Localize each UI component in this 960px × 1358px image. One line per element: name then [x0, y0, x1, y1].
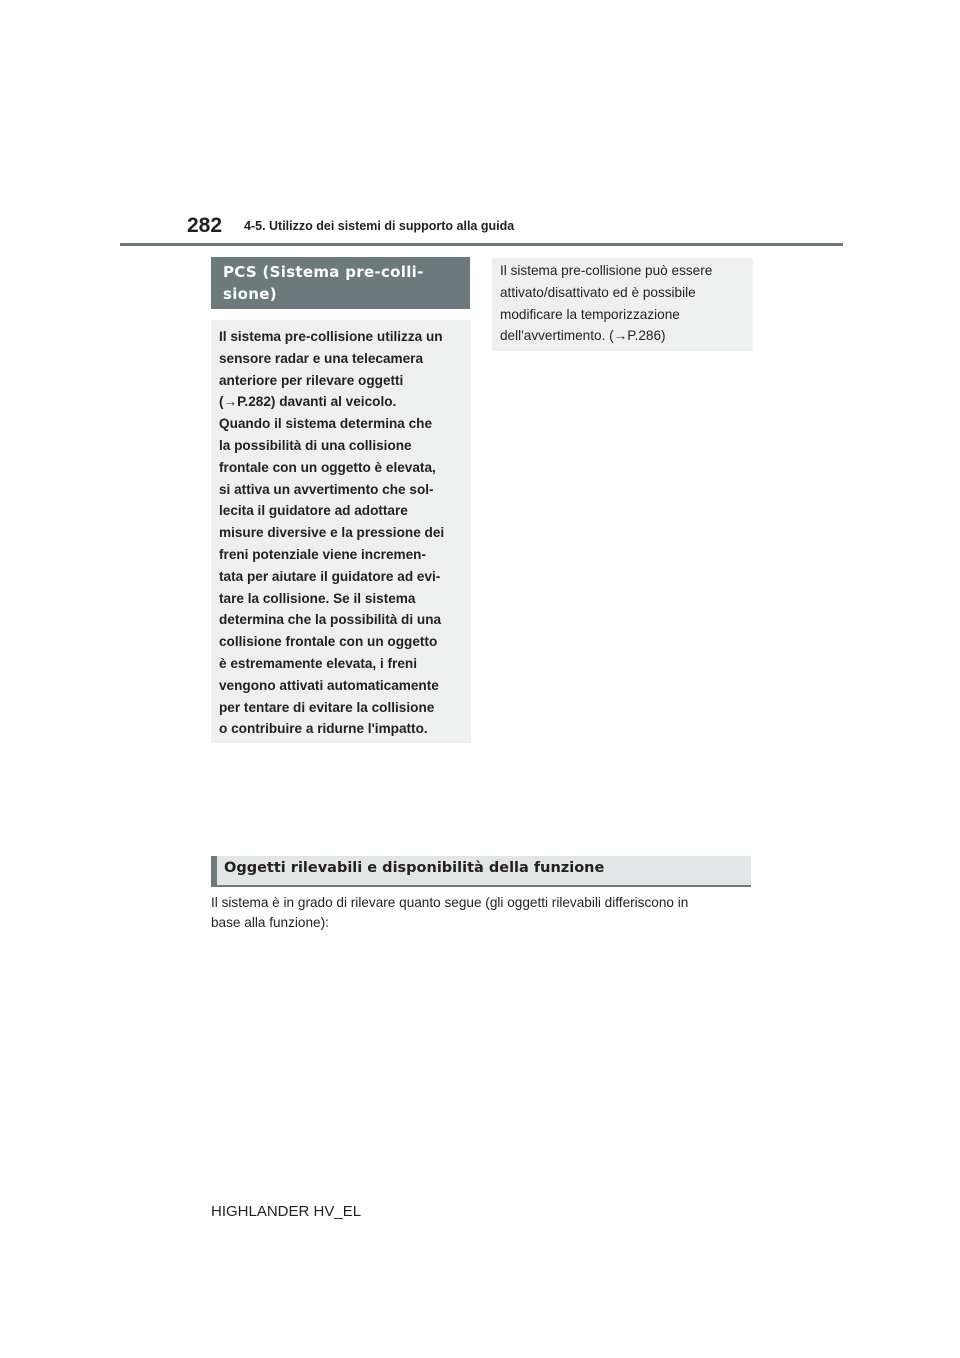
body-paragraph: [211, 893, 756, 933]
footer-model-code: HIGHLANDER HV_EL: [211, 1203, 362, 1220]
note-line: dell'avvertimento. (→P.286): [500, 328, 666, 344]
intro-line: vengono attivati automaticamente: [219, 677, 439, 693]
intro-line: anteriore per rilevare oggetti: [219, 372, 404, 388]
intro-line: Quando il sistema determina che: [219, 416, 433, 432]
body-line: Il sistema è in grado di rilevare quanto segue (gli oggetti rilevabili differiscono in: [211, 895, 689, 910]
intro-line: collisione frontale con un oggetto: [219, 634, 438, 650]
intro-box: [211, 320, 471, 743]
intro-line: tata per aiutare il guidatore ad evi-: [219, 568, 441, 584]
body-line: base alla funzione):: [211, 915, 329, 930]
intro-line: la possibilità di una collisione: [219, 437, 412, 453]
intro-line: o contribuire a ridurne l'impatto.: [219, 721, 428, 737]
intro-line: sensore radar e una telecamera: [219, 350, 424, 366]
intro-line: (→P.282) davanti al veicolo.: [219, 394, 397, 410]
subsection-heading: Oggetti rilevabili e disponibilità della funzione: [211, 856, 751, 887]
intro-line: è estremamente elevata, i freni: [219, 655, 417, 671]
intro-line: frontale con un oggetto è elevata,: [219, 459, 436, 475]
pcs-title-line: PCS (Sistema pre-colli-: [223, 263, 424, 281]
intro-line: per tentare di evitare la collisione: [219, 699, 435, 715]
note-box: [492, 258, 753, 351]
intro-line: determina che la possibilità di una: [219, 612, 442, 628]
intro-line: freni potenziale viene incremen-: [219, 546, 426, 562]
page-number: 282: [187, 214, 223, 237]
intro-line: si attiva un avvertimento che sol-: [219, 481, 434, 497]
pcs-title-line: sione): [223, 285, 277, 303]
note-line: modificare la temporizzazione: [500, 306, 680, 322]
note-line: Il sistema pre-collisione può essere: [500, 263, 713, 278]
intro-line: misure diversive e la pressione dei: [219, 525, 445, 541]
header-divider: [120, 243, 843, 246]
section-title: 4-5. Utilizzo dei sistemi di supporto alla guida: [244, 219, 515, 233]
intro-line: lecita il guidatore ad adottare: [219, 503, 408, 519]
intro-line: tare la collisione. Se il sistema: [219, 590, 416, 606]
intro-line: Il sistema pre-collisione utilizza un: [219, 329, 443, 344]
pcs-title-box: [211, 257, 470, 309]
note-line: attivato/disattivato ed è possibile: [500, 284, 696, 300]
